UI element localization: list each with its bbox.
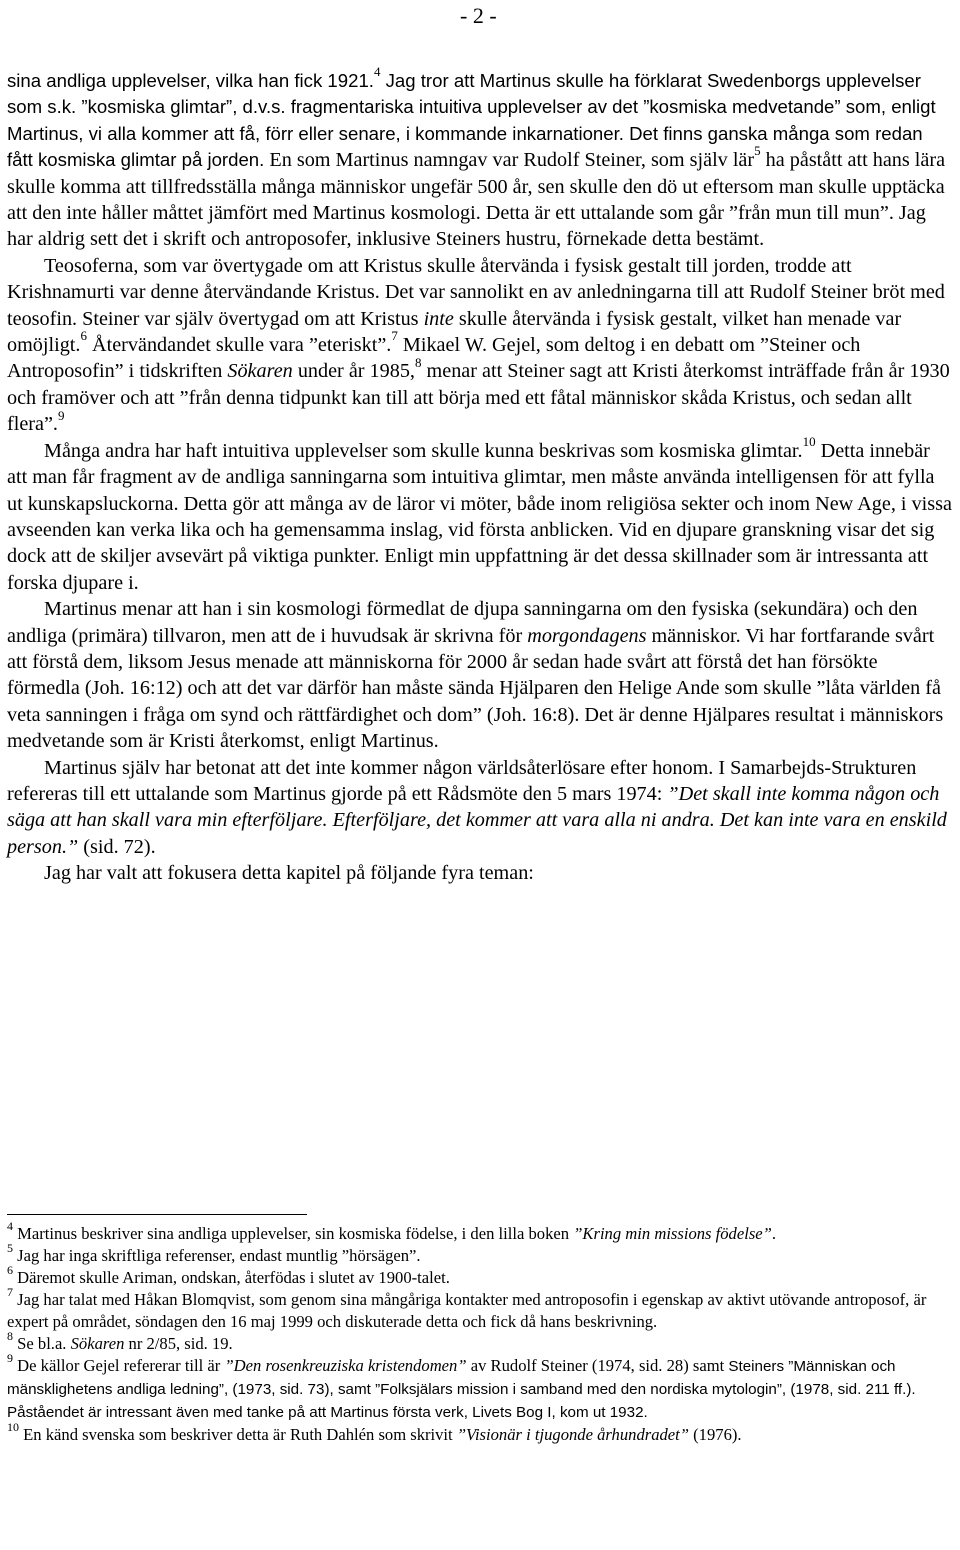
footnote-divider — [7, 1214, 307, 1215]
paragraph-6: Jag har valt att fokusera detta kapitel på följande fyra teman: — [44, 862, 534, 885]
footnote-9 — [7, 1351, 953, 1424]
p2-part-a: Teosoferna, som var övertygade om att Kristus skulle återvända i fysisk gestalt till jorden, trodde att Krishnamurti var denne återvändande Kristus. Det var sannolikt en av anledningarna till att Rudolf Steiner bröt med teosofin. Steiner var själv övertygad om att Kristus — [7, 254, 945, 330]
footnote-text: Jag har inga skriftliga referenser, endast muntlig ”hörsägen”. — [13, 1246, 421, 1265]
p2-part-c: Återvändandet skulle vara ”eteriskt”. — [86, 334, 392, 357]
p5-part-a: Martinus själv har betonat att det inte kommer någon världsåterlösare efter honom. I Samarbejds-Strukturen refereras till ett uttalande som Martinus gjorde på ett Rådsmöte den 5 mars 1974: — [7, 756, 917, 805]
p2-italic-inte: inte — [423, 307, 454, 330]
p3-part-b: Detta innebär att man får fragment av de andliga sanningarna som intuitiva glimtar, men måste använda intelligensen för att fylla ut kunskapsluckorna. Detta gör att många av de läror vi möter, både inom religiösa sekter och inom New Age, i vissa avseenden kan verka lika och ha gemensamma inslag, vid första anblicken. Vid en djupare granskning visar det sig dock att de skiljer avsevärt på viktiga punkter. Enligt min uppfattning är det dessa skillnader som är intressanta att forska djupare i. — [7, 439, 952, 594]
footnote-number: 5 — [7, 1241, 13, 1256]
p1-part-d: ha påstått att hans lära skulle komma att tillfredsställa många människor ungefär 500 år, sen skulle den dö ut eftersom man skulle upptäcka att den inte håller måttet jämfört med Martinus kosmologi. Detta är ett uttalande som går ”från mun till mun”. Jag har aldrig sett det i skrift och antroposofer, inklusive Steiners hustru, förnekade detta bestämt. — [7, 149, 946, 251]
footnote-5 — [7, 1241, 953, 1267]
p5-quote: ”Det skall inte komma någon och säga att han skall vara min efterföljare. Efterföljare, det kommer att vara alla ni andra. Det kan inte vara en enskild person.” — [7, 782, 947, 858]
p2-part-d: Mikael W. Gejel, som deltog i en debatt om ”Steiner och Antroposofin” i tidskriften — [7, 334, 861, 383]
footnote-number: 6 — [7, 1263, 13, 1278]
footnote-7 — [7, 1285, 953, 1333]
footnote-ref-7[interactable]: 7 — [391, 328, 398, 344]
paragraph-4 — [7, 596, 953, 754]
p2-part-b: skulle återvända i fysisk gestalt, vilket han menade var omöjligt. — [7, 307, 902, 357]
p2-part-f: menar att Steiner sagt att Kristi återkomst inträffade från år 1930 och framöver och att ”från denna tidpunkt kan till att börja med ett fåtal människor skåda Kristus, och sedan allt flera”. — [7, 360, 950, 436]
footnote-text: (1976). — [689, 1425, 742, 1444]
paragraph-5 — [7, 755, 953, 861]
footnote-italic: ”Kring min missions födelse” — [573, 1224, 772, 1243]
footnote-ref-4[interactable]: 4 — [373, 64, 381, 80]
footnote-number: 9 — [7, 1351, 13, 1366]
paragraph-3 — [7, 433, 953, 596]
p1-part-b: Jag tror att Martinus skulle ha förklarat Swedenborgs upplevelser som s.k. ”kosmiska glimtar”, d.v.s. fragmentariska intuitiva upplevelser av det ”kosmiska medvetande” som, enligt Martinus, vi alla kommer att få, förr eller senare, i kommande inkarnationer. Det finns ganska många som redan fått kosmiska glimtar på jorden. — [7, 70, 936, 171]
footnote-italic: ”Den rosenkreuziska kristendomen” — [224, 1356, 467, 1375]
footnote-italic: Sökaren — [70, 1334, 125, 1353]
paragraph-1 — [7, 64, 953, 253]
footnote-ref-8[interactable]: 8 — [414, 354, 422, 370]
p1-part-c: En som Martinus namngav var Rudolf Steiner, som själv lär — [264, 149, 755, 172]
footnote-6 — [7, 1263, 953, 1289]
footnote-number: 8 — [7, 1329, 13, 1344]
footnote-8 — [7, 1329, 953, 1355]
footnote-text: En känd svenska som beskriver detta är Ruth Dahlén som skrivit — [19, 1425, 457, 1444]
p4-italic-morgondagens: morgondagens — [527, 624, 647, 647]
footnote-text: av Rudolf Steiner (1974, sid. 28) samt — [466, 1356, 729, 1375]
footnote-ref-10[interactable]: 10 — [802, 433, 816, 449]
paragraph-2 — [7, 253, 953, 438]
p2-italic-sokaren: Sökaren — [227, 360, 293, 383]
footnote-number: 7 — [7, 1285, 13, 1300]
footnote-text: De källor Gejel refererar till är — [13, 1356, 225, 1375]
footnote-ref-6[interactable]: 6 — [80, 328, 87, 344]
p3-part-a: Många andra har haft intuitiva upplevelser som skulle kunna beskrivas som kosmiska glimtar. — [44, 439, 803, 462]
footnotes — [7, 1219, 953, 1446]
p1-part-a: sina andliga upplevelser, vilka han fick 1921. — [7, 70, 374, 91]
body-text — [7, 64, 953, 887]
footnote-ref-5[interactable]: 5 — [754, 143, 761, 159]
footnote-10 — [7, 1420, 953, 1446]
footnote-4 — [7, 1219, 953, 1245]
p4-part-c: Vi har fortfarande svårt att förstå dem, liksom Jesus menade att människorna för 2000 år sedan hade svårt att förstå det han försökte förmedla (Joh. 16:12) och att det var därför han måste sända Hjälparen den Helige Ande som skulle ”låta världen få veta sanningen i fråga om synd och rättfärdighet och dom” (Joh. 16:8). Det är denne Hjälpares resultat i människors medvetande som är Kristi återkomst, enligt Martinus. — [7, 624, 944, 753]
page-number: - 2 - — [460, 3, 497, 28]
footnote-italic: ”Visionär i tjugonde århundradet” — [456, 1425, 689, 1444]
p2-part-e: under år 1985, — [292, 360, 415, 383]
footnote-text: Martinus beskriver sina andliga upplevelser, sin kosmiska födelse, i den lilla boken — [13, 1224, 574, 1243]
footnote-text: . — [771, 1224, 777, 1243]
footnote-number: 10 — [7, 1420, 19, 1435]
p5-part-b: (sid. 72). — [78, 835, 156, 858]
p4-part-b: människor. — [646, 624, 741, 647]
footnote-text: Jag har talat med Håkan Blomqvist, som genom sina mångåriga kontakter med antroposofin i egenskap av aktivt utövande antroposof, är expert på området, söndagen den 16 maj 1999 och diskuterade detta och fick då hans beskrivning. — [7, 1290, 927, 1331]
p4-part-a: Martinus menar att han i sin kosmologi förmedlat de djupa sanningarna om den fysiska (sekundära) och den andliga (primära) tillvaron, men att de i huvudsak är skrivna för — [7, 598, 918, 647]
footnote-text: Däremot skulle Ariman, ondskan, återfödas i slutet av 1900-talet. — [13, 1268, 450, 1287]
footnote-number: 4 — [7, 1219, 13, 1234]
footnote-ref-9[interactable]: 9 — [57, 407, 65, 423]
footnote-text: nr 2/85, sid. 19. — [124, 1334, 233, 1353]
footnote-text: Se bl.a. — [13, 1334, 71, 1353]
footnote-text: Steiners ”Människan och mänsklighetens andliga ledning”, (1973, sid. 73), samt ”Folksjälars mission i samband med den nordiska mytologin”, (1978, sid. 211 ff.). Påståendet är intressant även med tanke på att Martinus första verk, Livets Bog I, kom ut 1932. — [7, 1358, 916, 1421]
